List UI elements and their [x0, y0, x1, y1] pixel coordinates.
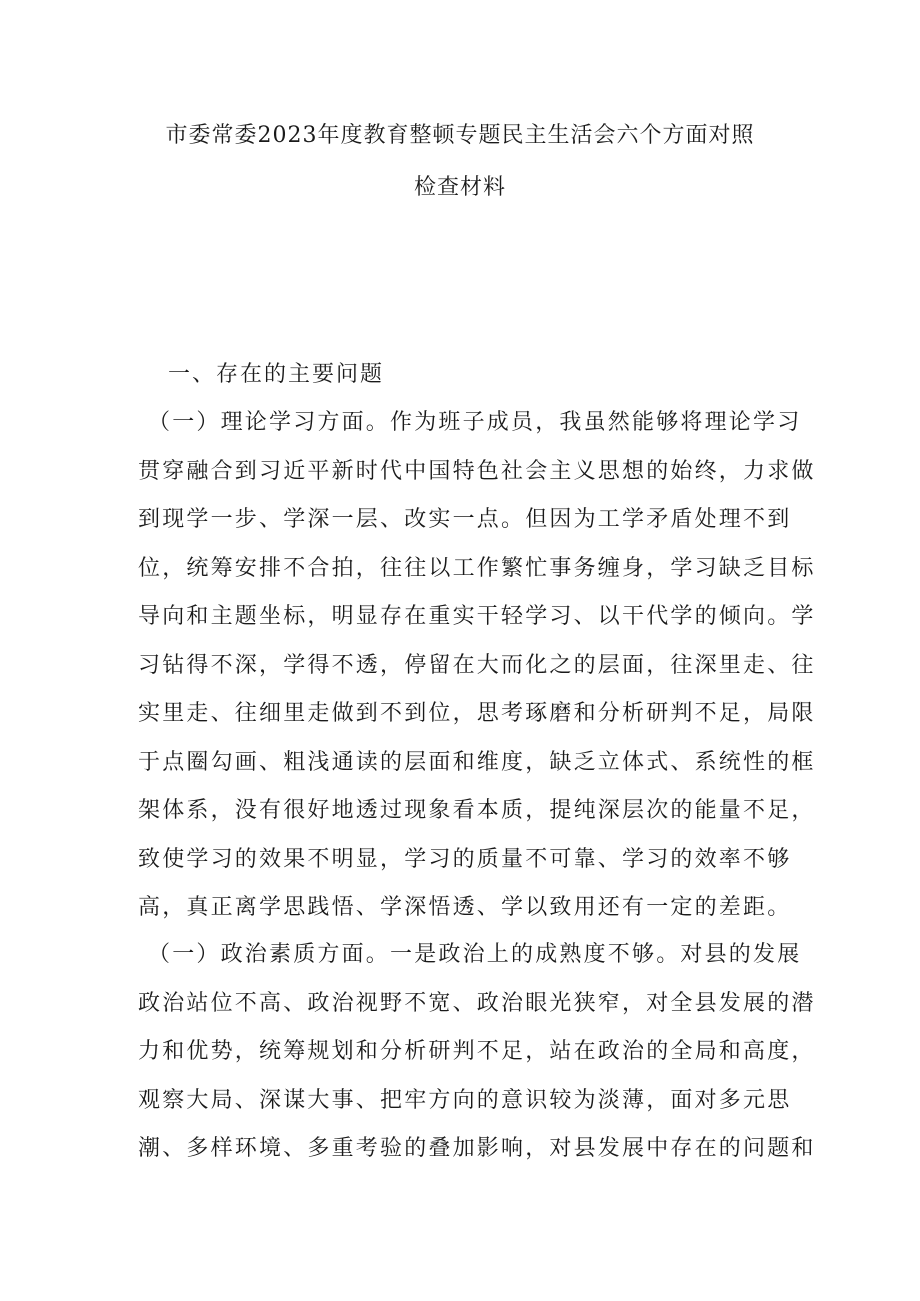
paragraph-line: 习钻得不深，学得不透，停留在大而化之的层面，往深里走、往	[138, 652, 816, 678]
document-title-line-1: 市委常委2023年度教育整顿专题民主生活会六个方面对照	[165, 123, 755, 148]
document-title-line-2: 检查材料	[413, 175, 506, 200]
paragraph-line: 位，统筹安排不合拍，往往以工作繁忙事务缠身，学习缺乏目标	[138, 555, 816, 581]
paragraph-line: 架体系，没有很好地透过现象看本质，提纯深层次的能量不足，	[138, 798, 816, 823]
paragraph-line: 观察大局、深谋大事、把牢方向的意识较为淡薄，面对多元思	[138, 1087, 792, 1113]
paragraph-line: 力和优势，统筹规划和分析研判不足，站在政治的全局和高度，	[138, 1039, 816, 1064]
paragraph-line: 致使学习的效果不明显，学习的质量不可靠、学习的效率不够	[138, 846, 792, 872]
paragraph-line: 高，真正离学思践悟、学深悟透、学以致用还有一定的差距。	[138, 895, 792, 920]
section-heading: 一、存在的主要问题	[168, 362, 385, 387]
paragraph-line: 潮、多样环境、多重考验的叠加影响，对县发展中存在的问题和	[138, 1136, 816, 1161]
paragraph-line: （一）理论学习方面。作为班子成员，我虽然能够将理论学习	[148, 410, 802, 435]
paragraph-line: 政治站位不高、政治视野不宽、政治眼光狭窄，对全县发展的潜	[138, 990, 816, 1016]
paragraph-line: 贯穿融合到习近平新时代中国特色社会主义思想的始终，力求做	[138, 458, 816, 484]
paragraph-line: 到现学一步、学深一层、改实一点。但因为工学矛盾处理不到	[138, 507, 792, 532]
paragraph-line: 实里走、往细里走做到不到位，思考琢磨和分析研判不足，局限	[138, 701, 816, 726]
paragraph-line: 于点圈勾画、粗浅通读的层面和维度，缺乏立体式、系统性的框	[138, 749, 816, 775]
paragraph-line: 导向和主题坐标，明显存在重实干轻学习、以干代学的倾向。学	[138, 604, 816, 629]
paragraph-line: （一）政治素质方面。一是政治上的成熟度不够。对县的发展	[148, 942, 802, 967]
